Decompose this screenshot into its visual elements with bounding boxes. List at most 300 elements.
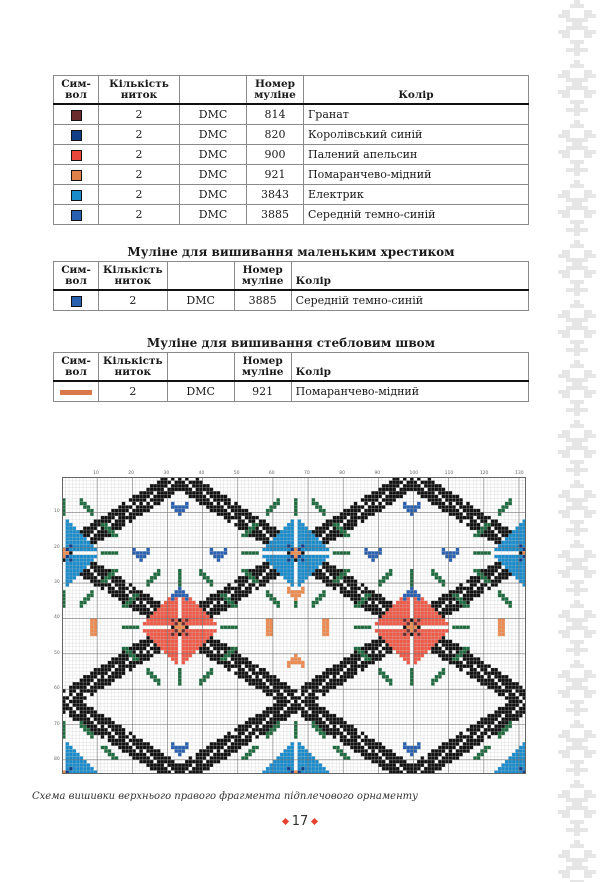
- stitch-cell: [414, 661, 418, 665]
- stitch-cell: [287, 689, 291, 693]
- stitch-cell: [378, 760, 382, 764]
- stitch-cell: [498, 629, 502, 633]
- stitch-cell: [505, 527, 509, 531]
- stitch-cell: [108, 717, 112, 721]
- stitch-cell: [199, 679, 203, 683]
- stitch-cell: [290, 742, 294, 746]
- stitch-cell: [146, 583, 150, 587]
- stitch-cell: [182, 636, 186, 640]
- stitch-cell: [477, 657, 481, 661]
- stitch-cell: [231, 587, 235, 591]
- stitch-cell: [227, 664, 231, 668]
- stitch-cell: [167, 611, 171, 615]
- stitch-cell: [146, 601, 150, 605]
- stitch-cell: [491, 682, 495, 686]
- stitch-cell: [435, 640, 439, 644]
- stitch-cell: [298, 537, 302, 541]
- stitch-cell: [153, 640, 157, 644]
- stitch-cell: [280, 562, 284, 566]
- stitch-cell: [480, 675, 484, 679]
- stitch-cell: [104, 749, 108, 753]
- stitch-cell: [378, 618, 382, 622]
- stitch-cell: [424, 604, 428, 608]
- stitch-cell: [189, 491, 193, 495]
- stitch-cell: [294, 721, 298, 725]
- stitch-cell: [315, 502, 319, 506]
- stitch-cell: [456, 512, 460, 516]
- stitch-cell: [150, 640, 154, 644]
- stitch-cell: [431, 491, 435, 495]
- stitch-cell: [167, 763, 171, 767]
- stitch-cell: [308, 756, 312, 760]
- stitch-cell: [470, 516, 474, 520]
- stitch-cell: [301, 534, 305, 538]
- stitch-cell: [371, 739, 375, 743]
- stitch-cell: [101, 686, 105, 690]
- stitch-cell: [280, 767, 284, 771]
- stitch-cell: [83, 601, 87, 605]
- stitch-cell: [160, 640, 164, 644]
- stitch-cell: [378, 756, 382, 760]
- stitch-cell: [146, 654, 150, 658]
- stitch-cell: [150, 576, 154, 580]
- stitch-cell: [480, 735, 484, 739]
- stitch-cell: [185, 742, 189, 746]
- stitch-cell: [290, 583, 294, 587]
- stitch-cell: [399, 756, 403, 760]
- stitch-cell: [438, 484, 442, 488]
- stitch-cell: [512, 572, 516, 576]
- stitch-cell: [452, 753, 456, 757]
- stitch-cell: [196, 756, 200, 760]
- stitch-cell: [231, 509, 235, 513]
- stitch-cell: [220, 498, 224, 502]
- stitch-cell: [319, 679, 323, 683]
- stitch-cell: [308, 534, 312, 538]
- stitch-cell: [371, 505, 375, 509]
- stitch-cell: [340, 675, 344, 679]
- stitch-cell: [174, 604, 178, 608]
- stitch-cell: [206, 746, 210, 750]
- stitch-cell: [501, 717, 505, 721]
- number-cell: 3843: [247, 185, 304, 205]
- stitch-cell: [312, 565, 316, 569]
- stitch-cell: [115, 519, 119, 523]
- stitch-cell: [115, 523, 119, 527]
- stitch-cell: [101, 576, 105, 580]
- stitch-cell: [83, 728, 87, 732]
- stitch-cell: [487, 686, 491, 690]
- stitch-cell: [234, 657, 238, 661]
- stitch-cell: [167, 615, 171, 619]
- stitch-cell: [210, 608, 214, 612]
- stitch-cell: [512, 707, 516, 711]
- stitch-cell: [115, 742, 119, 746]
- stitch-cell: [269, 728, 273, 732]
- stitch-cell: [266, 594, 270, 598]
- stitch-cell: [73, 527, 77, 531]
- stitch-cell: [459, 502, 463, 506]
- stitch-cell: [287, 700, 291, 704]
- stitch-cell: [438, 760, 442, 764]
- stitch-cell: [171, 608, 175, 612]
- stitch-cell: [269, 622, 273, 626]
- stitch-cell: [505, 686, 509, 690]
- stitch-cell: [382, 505, 386, 509]
- stitch-cell: [350, 590, 354, 594]
- stitch-cell: [452, 498, 456, 502]
- stitch-cell: [276, 710, 280, 714]
- stitch-cell: [248, 739, 252, 743]
- stitch-cell: [252, 746, 256, 750]
- stitch-cell: [389, 502, 393, 506]
- stitch-cell: [199, 572, 203, 576]
- stitch-cell: [428, 488, 432, 492]
- stitch-cell: [431, 502, 435, 506]
- stitch-cell: [122, 512, 126, 516]
- stitch-cell: [375, 505, 379, 509]
- stitch-cell: [283, 537, 287, 541]
- stitch-cell: [189, 604, 193, 608]
- stitch-cell: [385, 484, 389, 488]
- stitch-cell: [371, 551, 375, 555]
- stitch-cell: [445, 753, 449, 757]
- stitch-cell: [354, 519, 358, 523]
- stitch-cell: [294, 502, 298, 506]
- stitch-cell: [505, 689, 509, 693]
- stitch-cell: [266, 626, 270, 630]
- stitch-cell: [294, 703, 298, 707]
- stitch-cell: [354, 509, 358, 513]
- stitch-cell: [487, 530, 491, 534]
- stitch-cell: [480, 753, 484, 757]
- stitch-cell: [87, 710, 91, 714]
- stitch-cell: [217, 640, 221, 644]
- stitch-cell: [94, 580, 98, 584]
- stitch-cell: [136, 654, 140, 658]
- stitch-cell: [487, 735, 491, 739]
- stitch-cell: [326, 527, 330, 531]
- stitch-cell: [171, 622, 175, 626]
- stitch-cell: [301, 686, 305, 690]
- stitch-cell: [269, 505, 273, 509]
- stitch-cell: [364, 502, 368, 506]
- stitch-cell: [234, 597, 238, 601]
- stitch-cell: [368, 643, 372, 647]
- stitch-cell: [301, 541, 305, 545]
- stitch-cell: [290, 689, 294, 693]
- stitch-cell: [385, 572, 389, 576]
- stitch-cell: [157, 611, 161, 615]
- stitch-cell: [290, 590, 294, 594]
- stitch-cell: [375, 742, 379, 746]
- stitch-cell: [410, 512, 414, 516]
- stitch-cell: [108, 534, 112, 538]
- stitch-cell: [375, 509, 379, 513]
- stitch-cell: [512, 544, 516, 548]
- stitch-cell: [326, 519, 330, 523]
- stitch-cell: [174, 484, 178, 488]
- stitch-cell: [206, 640, 210, 644]
- stitch-cell: [203, 576, 207, 580]
- stitch-cell: [343, 527, 347, 531]
- stitch-cell: [406, 481, 410, 485]
- stitch-cell: [403, 657, 407, 661]
- stitch-cell: [417, 488, 421, 492]
- stitch-cell: [438, 488, 442, 492]
- stitch-cell: [371, 594, 375, 598]
- stitch-cell: [428, 767, 432, 771]
- stitch-cell: [203, 756, 207, 760]
- stitch-cell: [406, 763, 410, 767]
- stitch-cell: [199, 611, 203, 615]
- stitch-cell: [350, 519, 354, 523]
- stitch-cell: [220, 555, 224, 559]
- stitch-cell: [322, 565, 326, 569]
- stitch-cell: [431, 498, 435, 502]
- stitch-cell: [382, 654, 386, 658]
- stitch-cell: [477, 569, 481, 573]
- stitch-cell: [146, 749, 150, 753]
- stitch-cell: [473, 668, 477, 672]
- stitch-cell: [378, 654, 382, 658]
- stitch-cell: [449, 555, 453, 559]
- stitch-cell: [125, 654, 129, 658]
- stitch-cell: [248, 664, 252, 668]
- stitch-cell: [459, 516, 463, 520]
- stitch-cell: [326, 537, 330, 541]
- stitch-cell: [326, 618, 330, 622]
- stitch-cell: [350, 657, 354, 661]
- stitch-cell: [94, 527, 98, 531]
- stitch-cell: [466, 671, 470, 675]
- stitch-cell: [392, 763, 396, 767]
- stitch-cell: [210, 548, 214, 552]
- stitch-cell: [322, 689, 326, 693]
- brand-cell: DMC: [180, 145, 247, 165]
- stitch-cell: [298, 562, 302, 566]
- stitch-cell: [466, 654, 470, 658]
- stitch-cell: [290, 760, 294, 764]
- stitch-cell: [174, 629, 178, 633]
- stitch-cell: [266, 679, 270, 683]
- stitch-cell: [435, 763, 439, 767]
- table-row: [54, 205, 529, 225]
- stitch-cell: [143, 608, 147, 612]
- stitch-cell: [115, 509, 119, 513]
- stitch-cell: [150, 484, 154, 488]
- stitch-cell: [435, 495, 439, 499]
- symbol-cell: [54, 145, 99, 165]
- stitch-cell: [480, 721, 484, 725]
- stitch-cell: [403, 604, 407, 608]
- stitch-cell: [494, 732, 498, 736]
- stitch-cell: [167, 622, 171, 626]
- stitch-cell: [333, 717, 337, 721]
- stitch-cell: [224, 601, 228, 605]
- stitch-cell: [136, 495, 140, 499]
- stitch-cell: [456, 647, 460, 651]
- stitch-cell: [174, 481, 178, 485]
- stitch-cell: [452, 608, 456, 612]
- stitch-cell: [449, 746, 453, 750]
- stitch-cell: [435, 650, 439, 654]
- stitch-cell: [329, 537, 333, 541]
- stitch-cell: [428, 615, 432, 619]
- stitch-cell: [269, 725, 273, 729]
- stitch-cell: [414, 629, 418, 633]
- stitch-cell: [227, 601, 231, 605]
- stitch-cell: [421, 481, 425, 485]
- stitch-cell: [280, 534, 284, 538]
- stitch-cell: [519, 548, 523, 552]
- stitch-cell: [69, 689, 73, 693]
- stitch-cell: [90, 714, 94, 718]
- stitch-cell: [287, 537, 291, 541]
- stitch-cell: [111, 527, 115, 531]
- stitch-cell: [69, 562, 73, 566]
- stitch-cell: [435, 622, 439, 626]
- stitch-cell: [340, 572, 344, 576]
- stitch-cell: [329, 523, 333, 527]
- stitch-cell: [94, 576, 98, 580]
- stitch-cell: [290, 519, 294, 523]
- stitch-cell: [340, 661, 344, 665]
- stitch-cell: [262, 537, 266, 541]
- stitch-cell: [129, 654, 133, 658]
- stitch-cell: [266, 590, 270, 594]
- stitch-cell: [238, 657, 242, 661]
- stitch-cell: [115, 668, 119, 672]
- stitch-cell: [227, 604, 231, 608]
- stitch-cell: [368, 509, 372, 513]
- stitch-cell: [192, 760, 196, 764]
- stitch-cell: [150, 488, 154, 492]
- stitch-cell: [108, 721, 112, 725]
- stitch-cell: [301, 707, 305, 711]
- stitch-cell: [385, 622, 389, 626]
- stitch-cell: [255, 735, 259, 739]
- stitch-cell: [477, 527, 481, 531]
- stitch-cell: [403, 647, 407, 651]
- stitch-cell: [94, 675, 98, 679]
- stitch-cell: [255, 580, 259, 584]
- stitch-cell: [262, 728, 266, 732]
- stitch-cell: [115, 725, 119, 729]
- stitch-cell: [290, 767, 294, 771]
- stitch-cell: [498, 527, 502, 531]
- color-swatch: [71, 110, 82, 121]
- stitch-cell: [171, 615, 175, 619]
- stitch-cell: [136, 626, 140, 630]
- stitch-cell: [449, 654, 453, 658]
- stitch-cell: [396, 622, 400, 626]
- stitch-cell: [301, 661, 305, 665]
- stitch-cell: [431, 481, 435, 485]
- stitch-cell: [178, 488, 182, 492]
- stitch-cell: [122, 749, 126, 753]
- stitch-cell: [287, 580, 291, 584]
- stitch-cell: [185, 484, 189, 488]
- stitch-cell: [449, 650, 453, 654]
- stitch-cell: [283, 749, 287, 753]
- stem-stitch-swatch: [60, 390, 92, 395]
- stitch-cell: [238, 583, 242, 587]
- stitch-cell: [248, 682, 252, 686]
- stitch-cell: [241, 512, 245, 516]
- stitch-cell: [449, 604, 453, 608]
- stitch-cell: [480, 576, 484, 580]
- stitch-cell: [301, 749, 305, 753]
- stitch-cell: [189, 615, 193, 619]
- stitch-cell: [301, 565, 305, 569]
- stitch-cell: [421, 488, 425, 492]
- stitch-cell: [350, 512, 354, 516]
- stitch-cell: [234, 654, 238, 658]
- stitch-cell: [449, 590, 453, 594]
- stitch-cell: [473, 756, 477, 760]
- stitch-cell: [319, 530, 323, 534]
- stitch-cell: [248, 512, 252, 516]
- stitch-cell: [438, 611, 442, 615]
- stitch-cell: [480, 583, 484, 587]
- stitch-cell: [498, 572, 502, 576]
- stitch-cell: [241, 576, 245, 580]
- stitch-cell: [132, 664, 136, 668]
- stitch-cell: [213, 647, 217, 651]
- stitch-cell: [203, 629, 207, 633]
- stitch-cell: [336, 671, 340, 675]
- stitch-cell: [512, 696, 516, 700]
- stitch-cell: [97, 679, 101, 683]
- stitch-cell: [319, 505, 323, 509]
- stitch-cell: [118, 739, 122, 743]
- side-ornament-border: [536, 0, 600, 882]
- stitch-cell: [501, 693, 505, 697]
- stitch-cell: [164, 622, 168, 626]
- stitch-cell: [210, 746, 214, 750]
- stitch-cell: [206, 505, 210, 509]
- stitch-cell: [466, 587, 470, 591]
- stitch-cell: [421, 601, 425, 605]
- stitch-cell: [192, 481, 196, 485]
- stitch-cell: [196, 640, 200, 644]
- stitch-cell: [378, 505, 382, 509]
- stitch-cell: [290, 527, 294, 531]
- stitch-cell: [87, 689, 91, 693]
- stitch-cell: [69, 760, 73, 764]
- stitch-cell: [111, 728, 115, 732]
- stitch-cell: [217, 657, 221, 661]
- stitch-cell: [231, 601, 235, 605]
- stitch-cell: [326, 629, 330, 633]
- stitch-cell: [97, 530, 101, 534]
- stitch-cell: [494, 710, 498, 714]
- stitch-cell: [424, 601, 428, 605]
- stitch-cell: [501, 572, 505, 576]
- stitch-cell: [266, 725, 270, 729]
- stitch-cell: [389, 647, 393, 651]
- stitch-cell: [234, 728, 238, 732]
- stitch-cell: [290, 562, 294, 566]
- stitch-cell: [371, 597, 375, 601]
- stitch-cell: [463, 749, 467, 753]
- stitch-cell: [206, 611, 210, 615]
- stitch-cell: [217, 756, 221, 760]
- stitch-cell: [262, 710, 266, 714]
- stitch-cell: [111, 534, 115, 538]
- stitch-cell: [182, 611, 186, 615]
